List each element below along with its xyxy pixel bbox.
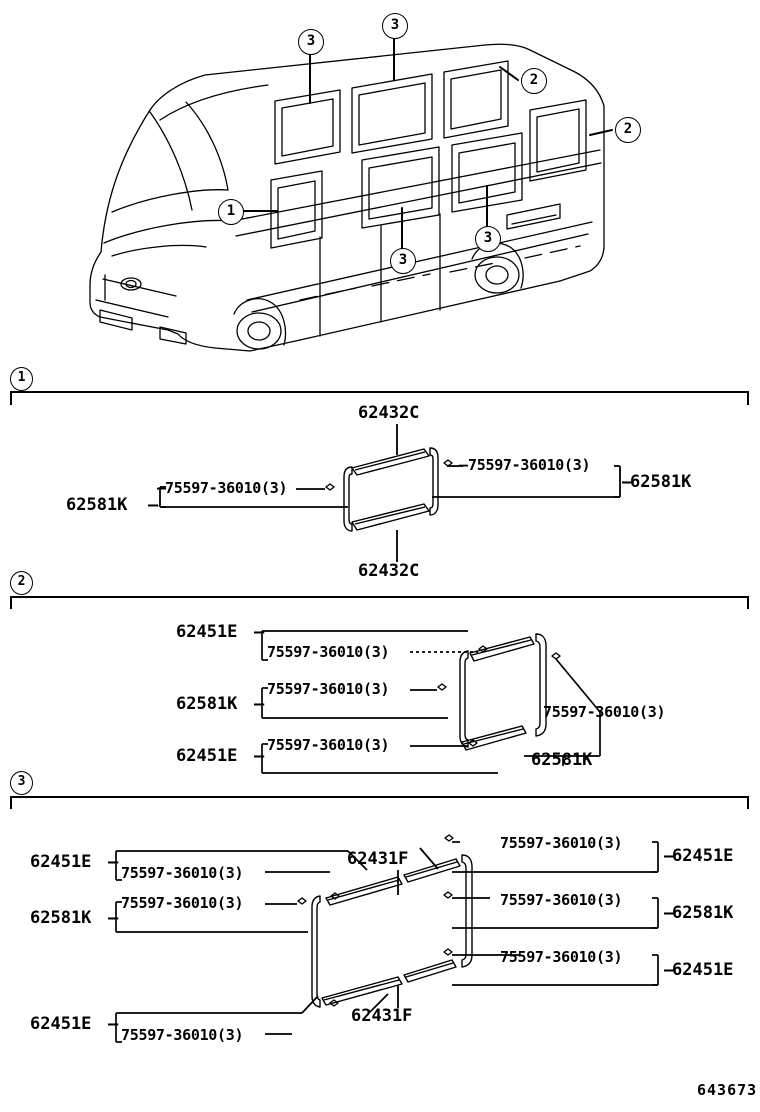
section-1-bottom-part-label: 62432C (358, 561, 420, 581)
section-1-left-dash: – (148, 495, 159, 515)
vehicle-callout-3-lower-center[interactable]: 3 (390, 248, 416, 274)
section-2-middle-left-bolt-label: 75597-36010(3) (267, 680, 390, 698)
section-3-right-lower-dash: – (664, 960, 675, 980)
section-3-right-middle-dash: – (664, 903, 675, 923)
section-2-right-part-label: 62581K (531, 750, 593, 770)
section-2-middle-left-dash: – (254, 694, 265, 714)
section-2-upper-left-bolt-label: 75597-36010(3) (267, 643, 390, 661)
section-3-number: 3 (10, 771, 33, 795)
section-1-left-bolt-label: 75597-36010(3) (165, 479, 288, 497)
vehicle-callout-3-upper-left[interactable]: 3 (298, 29, 324, 55)
section-3-right-middle-part-label: 62581K (672, 903, 734, 923)
section-3-bottom-center-part-label: 62431F (351, 1006, 413, 1026)
section-1-left-part-label: 62581K (66, 495, 128, 515)
section-1-right-part-label: 62581K (630, 472, 692, 492)
section-3-right-lower-bolt-label: 75597-36010(3) (500, 948, 623, 966)
section-3-left-upper-part-label: 62451E (30, 852, 92, 872)
section-3-top-center-part-label: 62431F (347, 849, 409, 869)
section-1-left-bolt-dash: – (157, 479, 166, 497)
section-3-left-middle-bolt-label: 75597-36010(3) (121, 894, 244, 912)
section-2-upper-left-dash: – (254, 622, 265, 642)
section-3-right-upper-part-label: 62451E (672, 846, 734, 866)
section-3-right-middle-bolt-label: 75597-36010(3) (500, 891, 623, 909)
section-3-right-upper-dash: – (664, 846, 675, 866)
section-3-left-upper-bolt-label: 75597-36010(3) (121, 864, 244, 882)
section-2-lower-left-dash: – (254, 746, 265, 766)
section-3-left-middle-dash: – (108, 908, 119, 928)
section-1-right-dash: – (622, 472, 633, 492)
section-2-right-bolt-label: 75597-36010(3) (543, 703, 666, 721)
section-2-middle-left-part-label: 62581K (176, 694, 238, 714)
section-1-number: 1 (10, 367, 33, 391)
section-2-number: 2 (10, 571, 33, 595)
vehicle-callout-3-lower-rear[interactable]: 3 (475, 226, 501, 252)
section-3-left-middle-part-label: 62581K (30, 908, 92, 928)
section-2-lower-left-bolt-label: 75597-36010(3) (267, 736, 390, 754)
section-1-right-bolt-label: 75597-36010(3) (468, 456, 591, 474)
section-3-right-lower-part-label: 62451E (672, 960, 734, 980)
vehicle-callout-1-front-side[interactable]: 1 (218, 199, 244, 225)
vehicle-callout-3-upper-center[interactable]: 3 (382, 13, 408, 39)
section-3-left-lower-dash: – (108, 1014, 119, 1034)
vehicle-callout-2-upper-rear[interactable]: 2 (521, 68, 547, 94)
section-3-left-upper-dash: – (108, 852, 119, 872)
diagram-number: 643673 (697, 1081, 758, 1099)
section-1-top-part-label: 62432C (358, 403, 420, 423)
section-2-upper-left-part-label: 62451E (176, 622, 238, 642)
section-1-right-bolt-dash: – (459, 456, 468, 474)
section-3-left-lower-part-label: 62451E (30, 1014, 92, 1034)
section-3-left-lower-bolt-label: 75597-36010(3) (121, 1026, 244, 1044)
vehicle-callout-2-rear-quarter[interactable]: 2 (615, 117, 641, 143)
section-3-right-upper-bolt-label: 75597-36010(3) (500, 834, 623, 852)
section-2-lower-left-part-label: 62451E (176, 746, 238, 766)
